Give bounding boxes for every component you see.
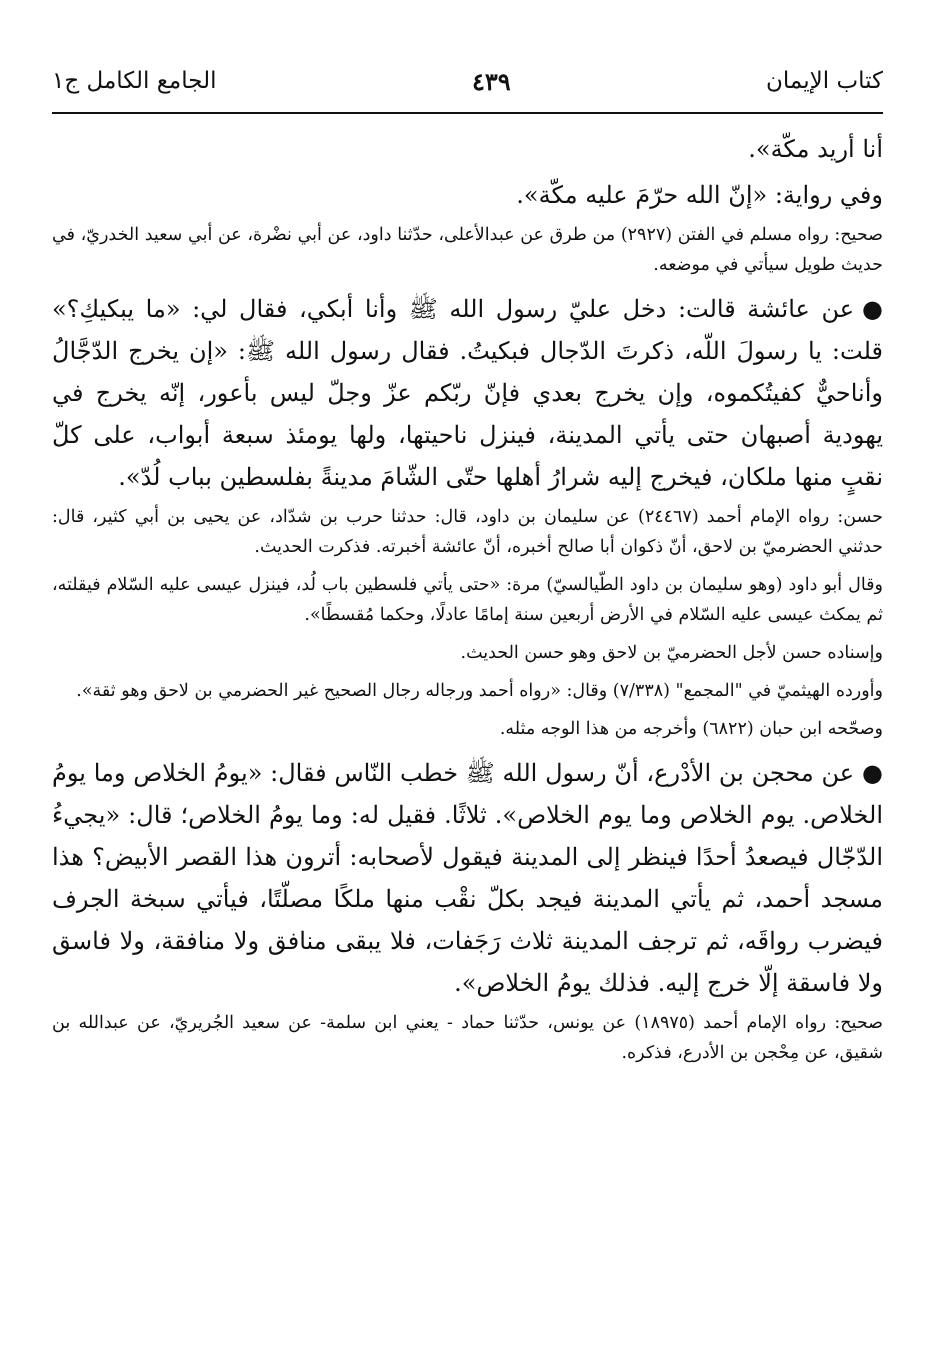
hadith-text: عن محجن بن الأدْرع، أنّ رسول الله ﷺ خطب النّاس فقال: «يومُ الخلاص وما يومُ الخلاص. يوم الخلاص وما يوم الخلاص». ثلاثًا. فقيل له: وما يومُ الخلاص؛ قال: «يجيءُ الدّجّال فيصعدُ أحدًا فينظر إلى المدينة فيقول لأصحابه: أترون هذا القصر الأبيض؟ هذا مسجد أحمد، ثم يأتي المدينة فيجد بكلّ نقْب منها ملكًا مصلّتًا، فيأتي سبخة الجرف فيضرب رواقَه، ثم ترجف المدينة ثلاث رَجَفات، فلا يبقى منافق ولا منافقة، ولا فاسق ولا فاسقة إلّا خرج إليه. فذلك يومُ الخلاص». [52, 759, 884, 997]
hadith-text: أنا أريد مكّة». [748, 135, 883, 163]
running-header [52, 56, 883, 106]
page-number: ٤٣٩ [471, 66, 511, 96]
header-volume-title: الجامع الكامل ج١ [52, 68, 217, 94]
takhrij-note [52, 220, 883, 280]
header-book-title: كتاب الإيمان [766, 68, 883, 94]
takhrij-note [52, 570, 883, 630]
note-text: حسن: رواه الإمام أحمد (٢٤٤٦٧) عن سليمان بن داود، قال: حدثنا حرب بن شدّاد، عن يحيى بن أبي كثير، قال: حدثني الحضرميّ بن لاحق، أنّ ذكوان أبا صالح أخبره، أنّ عائشة أخبرته. فذكرت الحديث. [52, 507, 883, 557]
note-text: وأورده الهيثميّ في "المجمع" (٧/٣٣٨) وقال: «رواه أحمد ورجاله رجال الصحيح غير الحضرمي بن لاحق وهو ثقة». [76, 681, 883, 701]
takhrij-note [52, 676, 883, 706]
note-text: وإسناده حسن لأجل الحضرميّ بن لاحق وهو حسن الحديث. [460, 643, 883, 663]
hadith-text: وفي رواية: «إنّ الله حرّمَ عليه مكّة». [516, 181, 883, 209]
page-body [52, 128, 883, 1076]
takhrij-note [52, 1008, 883, 1068]
bullet-icon: ● [862, 759, 883, 787]
bullet-icon: ● [862, 295, 883, 323]
hadith-aisha [52, 288, 883, 498]
note-text: صحيح: رواه الإمام أحمد (١٨٩٧٥) عن يونس، حدّثنا حماد - يعني ابن سلمة- عن سعيد الجُريريّ، عن عبدالله بن شقيق، عن مِحْجن بن الأدرع، فذكره. [52, 1013, 883, 1063]
hadith-text-continuation [52, 128, 883, 170]
hadith-mihjan [52, 752, 883, 1004]
note-text: وقال أبو داود (وهو سليمان بن داود الطّيالسيّ) مرة: «حتى يأتي فلسطين باب لُد، فينزل عيسى عليه السّلام فيقلته، ثم يمكث عيسى عليه السّلام في الأرض أربعين سنة إمامًا عادلًا، وحكما مُقسطًا». [52, 575, 883, 625]
note-text: وصحّحه ابن حبان (٦٨٢٢) وأخرجه من هذا الوجه مثله. [499, 719, 883, 739]
hadith-text: عن عائشة قالت: دخل عليّ رسول الله ﷺ وأنا أبكي، فقال لي: «ما يبكيكِ؟» قلت: يا رسولَ اللّه، ذكرتَ الدّجال فبكيتُ. فقال رسول الله ﷺ: «إن يخرج الدّجَّالُ وأناحيٌّ كفيتُكموه، وإن يخرج بعدي فإنّ ربّكم عزّ وجلّ ليس بأعور، إنّه يخرج في يهودية أصبهان حتى يأتي المدينة، فينزل ناحيتها، ولها يومئذ سبعة أبواب، على كلّ نقبٍ منها ملكان، فيخرج إليه شرارُ أهلها حتّى الشّامَ مدينةً بفلسطين بباب لُدّ». [52, 295, 883, 491]
hadith-variant [52, 174, 883, 216]
note-text: صحيح: رواه مسلم في الفتن (٢٩٢٧) من طرق عن عبدالأعلى، حدّثنا داود، عن أبي نضْرة، عن أبي سعيد الخدريّ، في حديث طويل سيأتي في موضعه. [52, 225, 883, 275]
takhrij-note [52, 714, 883, 744]
takhrij-note [52, 502, 883, 562]
header-rule [52, 112, 883, 114]
takhrij-note [52, 638, 883, 668]
